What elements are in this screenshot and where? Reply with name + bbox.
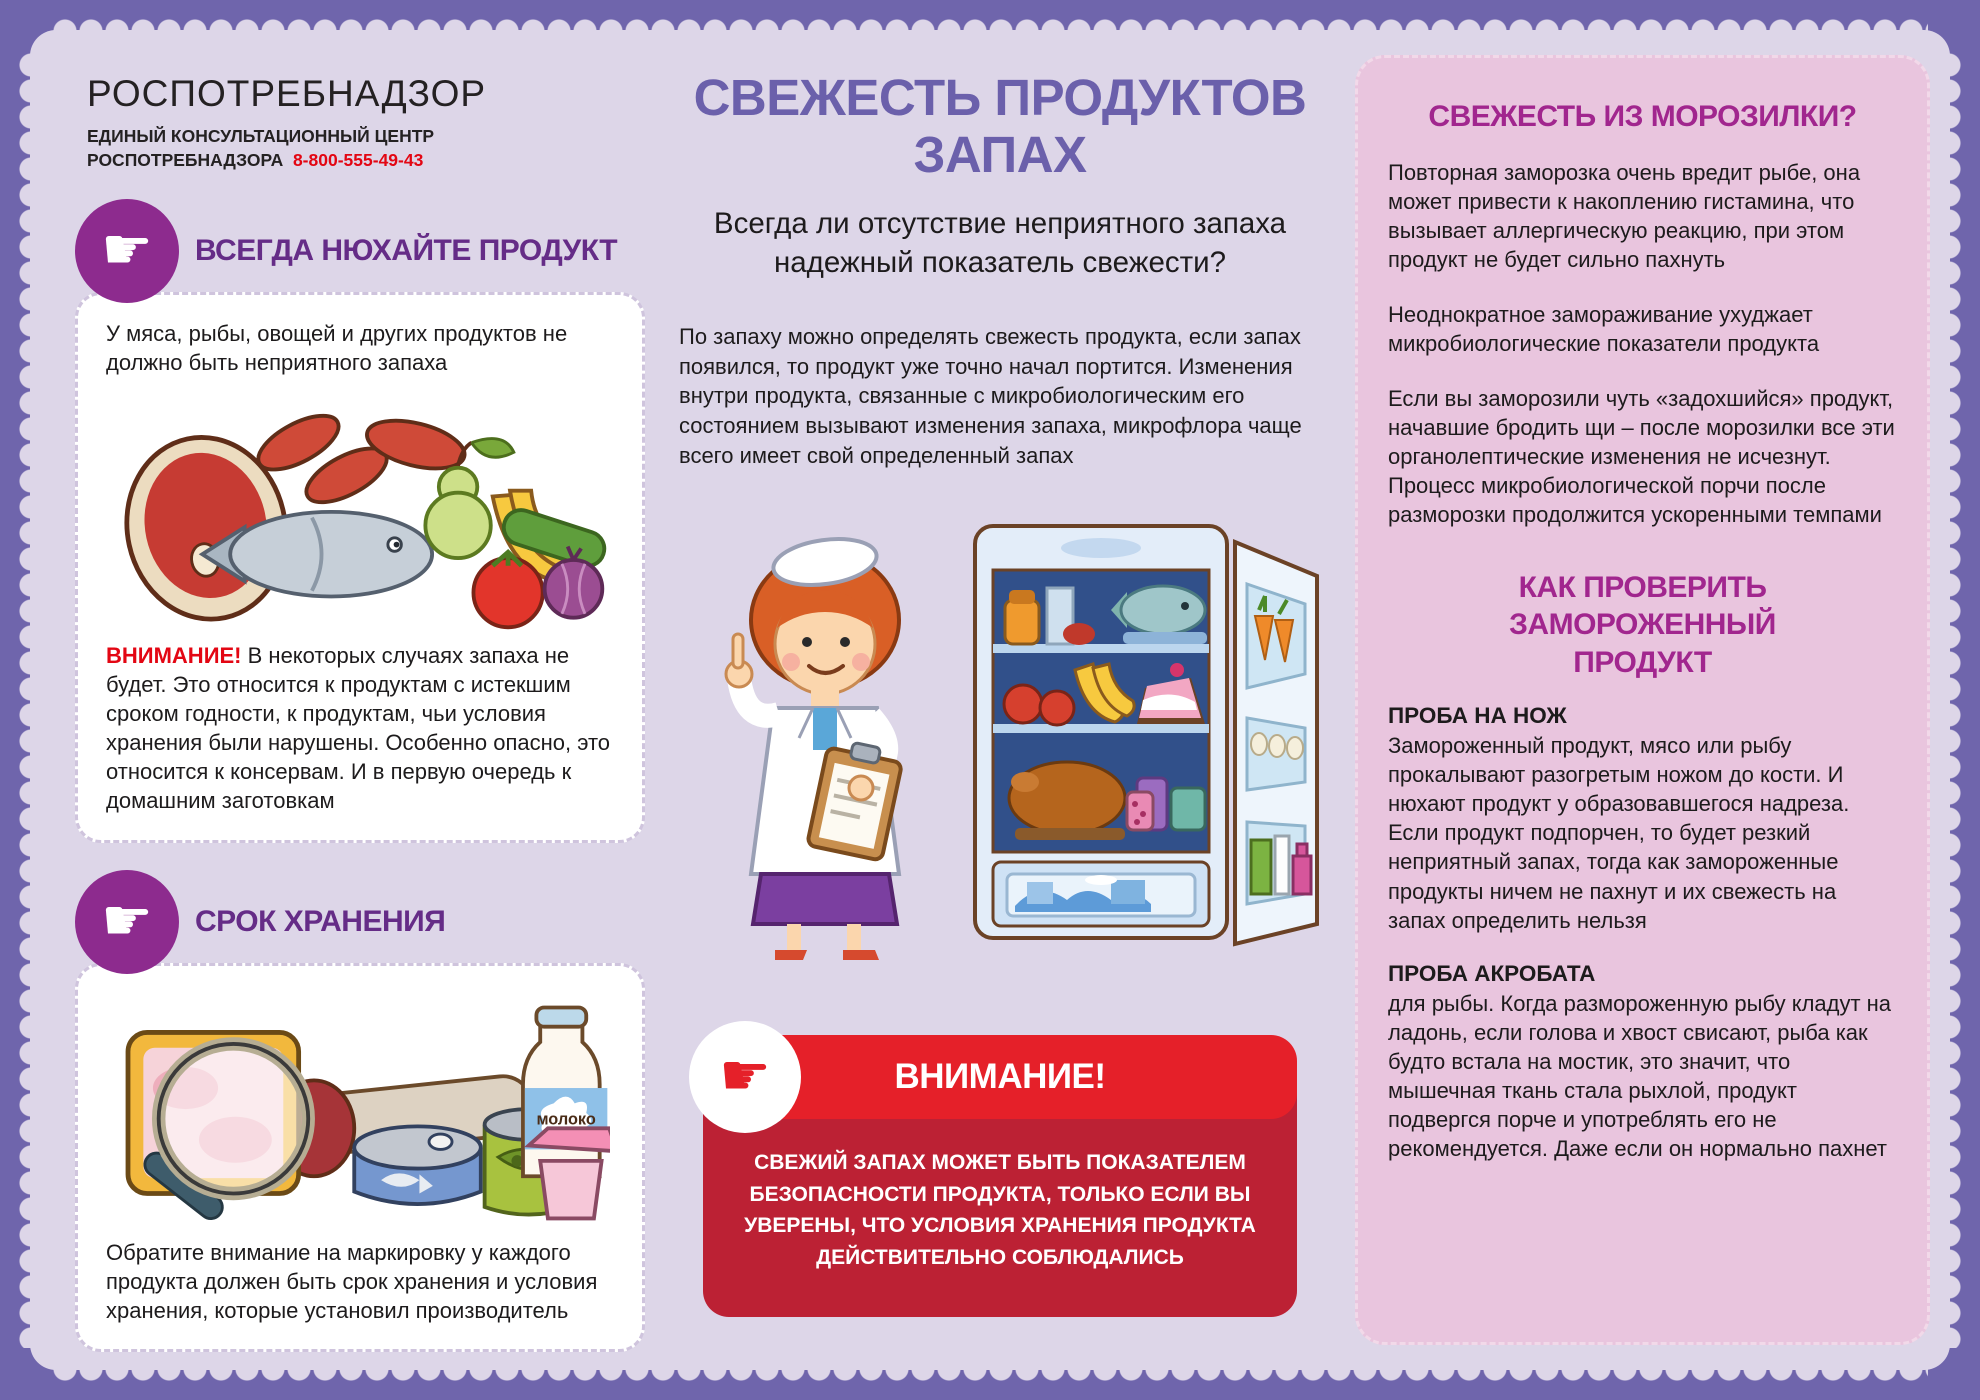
hotline-info <box>87 125 645 172</box>
scallop-edge-top <box>52 18 1928 31</box>
freezer-paragraph-2: Неоднократное замораживание ухуджает микробиологические показатели продукта <box>1388 301 1820 356</box>
org-title: РОСПОТРЕБНАДЗОР <box>87 73 487 114</box>
hotline-line2: РОСПОТРЕБНАДЗОРА <box>87 149 284 170</box>
check-frozen-heading: КАК ПРОВЕРИТЬ ЗАМОРОЖЕННЫЙ ПРОДУКТ <box>1509 570 1776 679</box>
scallop-edge-bottom <box>52 1369 1928 1382</box>
scallop-edge-right <box>1949 52 1962 1348</box>
pointing-hand-badge <box>75 199 179 303</box>
fish-can-icon <box>354 1126 481 1204</box>
pointing-hand-icon: ☛ <box>719 1041 771 1109</box>
storage-card-text: Обратите внимание на маркировку у каждого продукта должен быть срок хранения и условия хранения, которые установил производитель <box>106 1239 598 1323</box>
freezer-paragraph-1: Повторная заморозка очень вредит рыбе, она может привести к накоплению гистамина, что вызывает аллергическую реакцию, при этом продукт не будет сильно пахнуть <box>1388 159 1861 272</box>
inspector-woman-icon <box>726 533 904 960</box>
freezer-heading: СВЕЖЕСТЬ ИЗ МОРОЗИЛКИ? <box>1428 100 1857 133</box>
freezer-paragraph-3: Если вы заморозили чуть «задохшийся» продукт, начавшие бродить щи – после морозилки все эти органолептические изменения не исчезнут. Процесс микробиологической порчи после разморозки продолжится ускоренными темпами <box>1388 385 1895 527</box>
warning-box <box>703 1035 1297 1317</box>
left-column <box>75 55 645 1352</box>
section-storage-header <box>75 869 645 975</box>
acrobat-test-title: ПРОБА АКРОБАТА <box>1388 960 1596 986</box>
section-storage-title: СРОК ХРАНЕНИЯ <box>195 904 446 938</box>
org-header <box>75 73 645 172</box>
warning-hand-badge <box>689 1021 801 1133</box>
smell-card-text: У мяса, рыбы, овощей и других продуктов не должно быть неприятного запаха <box>106 321 568 376</box>
inspector-and-fridge-illustration <box>675 492 1325 962</box>
subtitle: Всегда ли отсутствие неприятного запаха надежный показатель свежести? <box>713 207 1287 279</box>
hotline-phone: 8-800-555-49-43 <box>292 149 424 170</box>
fridge-icon <box>975 526 1227 938</box>
scallop-edge-left <box>18 52 31 1348</box>
freezer-panel <box>1355 55 1930 1345</box>
attention-text: В некоторых случаях запаха не будет. Это относится к продуктам с истекшим сроком годности, к продуктам, чьи условия хранения были нарушены. Особенно опасно, это относится к консервам. И в первую очередь к домашним заготовкам <box>106 643 611 814</box>
knife-test-text: Замороженный продукт, мясо или рыбу прокалывают разогретым ножом до кости. И нюхают продукт у образовавшегося надреза. Если продукт подпорчен, то будет резкий неприятный запах, тогда как замороженные продукты ничем не пахнут и их свежесть на запах определить нельзя <box>1388 733 1850 933</box>
poster-page <box>30 30 1950 1370</box>
products-illustration <box>110 996 610 1228</box>
intro-paragraph: По запаху можно определять свежесть продукта, если запах появился, то продукт уже точно начал портится. Изменения внутри продукта, связанные с микробиологическим его состоянием вызывают изменения запаха, микрофлора чаще всего имеет свой определенный запах <box>679 323 1302 468</box>
main-title-line1: СВЕЖЕСТЬ ПРОДУКТОВ <box>693 69 1307 126</box>
knife-test-title: ПРОБА НА НОЖ <box>1388 703 1567 729</box>
storage-card <box>75 963 645 1352</box>
pointing-hand-icon: ☛ <box>101 215 153 284</box>
center-column <box>675 55 1325 1345</box>
warning-text: СВЕЖИЙ ЗАПАХ МОЖЕТ БЫТЬ ПОКАЗАТЕЛЕМ БЕЗОПАСНОСТИ ПРОДУКТА, ТОЛЬКО ЕСЛИ ВЫ УВЕРЕНЫ, ЧТО УСЛОВИЯ ХРАНЕНИЯ ПРОДУКТА ДЕЙСТВИТЕЛЬНО СОБЛЮДАЛИСЬ <box>744 1151 1256 1269</box>
smell-card <box>75 292 645 842</box>
main-title <box>675 69 1325 183</box>
pointing-hand-icon: ☛ <box>101 885 153 954</box>
attention-label: ВНИМАНИЕ! <box>106 643 242 669</box>
acrobat-test-text: для рыбы. Когда размороженную рыбу кладут на ладонь, если голова и хвост свисают, рыба как будто встала на мостик, это значит, что мышечная ткань стала рыхлой, продукт подвергся порче и употреблять его не рекомендуется. Даже если он нормально пахнет <box>1388 990 1892 1161</box>
food-illustration <box>110 383 610 635</box>
section-smell-header <box>75 198 645 304</box>
milk-label: молоко <box>536 1109 596 1128</box>
smell-card-warning <box>106 641 614 815</box>
pointing-hand-badge <box>75 870 179 974</box>
section-smell-title: ВСЕГДА НЮХАЙТЕ ПРОДУКТ <box>195 234 618 268</box>
fridge-door-icon <box>1235 542 1317 944</box>
sausage-icon <box>250 405 469 513</box>
hotline-line1: ЕДИНЫЙ КОНСУЛЬТАЦИОННЫЙ ЦЕНТР <box>87 126 435 146</box>
warning-title: ВНИМАНИЕ! <box>894 1057 1106 1096</box>
main-title-line2: ЗАПАХ <box>913 126 1087 184</box>
